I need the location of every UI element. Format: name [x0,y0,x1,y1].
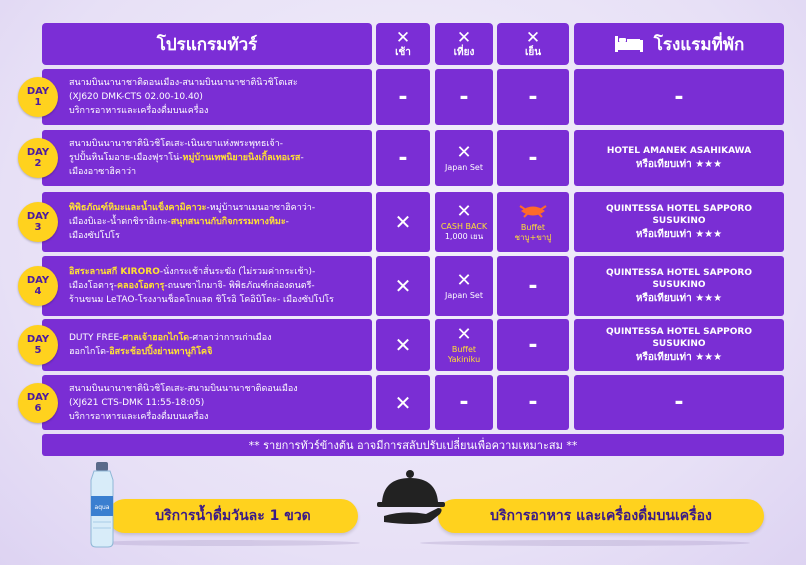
dinner-none: - [528,332,538,358]
day-label: DAY [26,275,50,286]
breakfast-cell [376,375,430,430]
water-service-badge [108,499,358,533]
lunch-text: Japan Set [445,291,483,300]
itinerary-cell [42,192,372,252]
program-text: รูปปั้นหินโมอาย-เมืองฟุราโน่- [69,153,183,163]
dinner-text-2: ชาบู+ขาปู [514,232,552,242]
fork-knife-icon: ✕ [456,270,472,291]
day-number: 5 [34,345,42,356]
dinner-cell [497,256,569,316]
day-label: DAY [26,391,50,403]
dinner-none: - [528,390,538,415]
hotel-cell [574,69,784,125]
header-dinner-label: เย็น [524,47,542,58]
breakfast-none: - [398,84,408,110]
program-text: สนามบินนานาชาติดอนเมือง-สนามบินนานาชาตินิวชิโตเสะ [69,78,298,88]
highlight-text: คลองโอตารุ [117,281,165,291]
lunch-text: Japan Set [445,163,483,172]
header-lunch [435,23,493,65]
program-line [69,265,334,279]
program-text: - [285,217,289,227]
hotel-none: - [674,390,684,415]
lunch-none: - [459,390,469,415]
day-number: 6 [34,402,42,414]
highlight-text: อิสระลานสกี KIRORO [69,267,160,277]
header-program-label: โปรแกรมทัวร์ [156,34,258,55]
program-text: -ศาลาว่าการเก่าเมือง [189,333,272,343]
program-text: -นั่งกระเช้าสั่นระฆัง (ไม่รวมค่ากระเช้า)- [159,267,316,277]
program-text: ร้านขนม LeTAO-โรงงานช็อคโกแลต ชิโรอิ โคอิบิโตะ- เมืองซัปโปโร [69,295,334,305]
program-line [69,137,304,151]
program-text: (XJ620 DMK-CTS 02.00-10.40) [69,92,203,102]
lunch-cell [435,256,493,316]
program-line [69,165,304,179]
dinner-cell [497,375,569,430]
program-line [69,345,272,359]
day-2-badge [18,138,58,178]
breakfast-cell [376,130,430,186]
header-hotel [574,23,784,65]
fork-knife-icon: ✕ [456,201,472,222]
itinerary-cell [42,130,372,186]
itinerary-cell [42,375,372,430]
day-5-badge [18,325,58,365]
header-breakfast [376,23,430,65]
dinner-none: - [528,84,538,110]
lunch-text: CASH BACK [440,222,488,231]
hotel-rating: หรือเทียบเท่า ★★★ [635,293,723,304]
hotel-none: - [674,84,684,110]
header-lunch-label: เที่ยง [453,47,475,58]
day-4-badge [18,266,58,306]
itinerary-note: ** รายการทัวร์ข้างต้น อาจมีการสลับปรับเปลี่ยนเพื่อความเหมาะสม ** [42,434,784,456]
day-label: DAY [26,334,50,345]
program-text: สนามบินนานาชาตินิวชิโตเสะ-สนามบินนานาชาติดอนเมือง [69,383,298,394]
fork-knife-icon: ✕ [394,210,412,234]
day-label: DAY [26,211,50,222]
highlight-text: ศาลเจ้าฮอกไกโด [122,333,190,343]
highlight-text: พิพิธภัณฑ์หิมะและน้ำแข็งคามิคาวะ [69,203,207,213]
program-text: ฮอกไกโด- [69,347,110,357]
breakfast-cell [376,256,430,316]
breakfast-cell [376,192,430,252]
water-bottle-icon [80,462,124,548]
day-number: 1 [34,97,42,108]
hotel-cell [574,256,784,316]
program-text: เมืองโอตารุ- [69,281,118,291]
breakfast-none: - [398,145,408,171]
dinner-text: Buffet [520,222,546,232]
day-1-badge [18,77,58,117]
header-program [42,23,372,65]
day-number: 4 [34,286,42,297]
hotel-cell [574,130,784,186]
hotel-name: QUINTESSA HOTEL SAPPORO [606,268,752,278]
day-number: 3 [34,222,42,233]
dinner-none: - [528,145,538,171]
fork-knife-icon: ✕ [394,390,412,415]
highlight-text: สนุกสนานกับกิจกรรมทางหิมะ [170,217,286,227]
header-breakfast-label: เช้า [395,47,411,58]
day-label: DAY [26,86,50,97]
hotel-rating: หรือเทียบเท่า ★★★ [635,159,723,170]
lunch-text: Buffet [451,345,477,354]
hotel-rating: หรือเทียบเท่า ★★★ [635,352,723,363]
program-text: เมืองบิเอะ-น้ำตกชิราฮิเกะ- [69,217,171,227]
header-dinner [497,23,569,65]
fork-knife-icon: ✕ [394,333,412,357]
fork-knife-icon: ✕ [394,274,412,298]
day-number: 2 [34,158,42,169]
fork-knife-icon: ✕ [456,324,472,345]
itinerary-cell [42,69,372,125]
program-text: เมืองอาซาฮิคาว่า [69,167,137,177]
program-line [69,104,298,118]
dinner-cell [497,69,569,125]
hotel-name: QUINTESSA HOTEL SAPPORO [606,204,752,214]
program-text: สนามบินนานาชาตินิวชิโตเสะ-เนินเขาแห่งพระพุทธเจ้า- [69,139,283,149]
lunch-cell [435,192,493,252]
highlight-text: อิสระช้อปปิ้งย่านทานูกิโคจิ [109,347,213,357]
highlight-text: หมู่บ้านเทพนิยายนิงเกิ้ลเทอเรส [182,153,301,163]
lunch-text-2: 1,000 เยน [444,232,484,241]
lunch-cell [435,375,493,430]
program-text: - [300,153,304,163]
water-service-label: บริการน้ำดื่มวันละ 1 ขวด [155,508,311,524]
crab-icon [518,202,548,223]
lunch-none: - [459,84,469,110]
hotel-cell [574,375,784,430]
day-label: DAY [26,147,50,158]
program-text: บริการอาหารและเครื่องดื่มบนเครื่อง [69,411,209,422]
program-text: เมืองซัปโปโร [69,231,120,241]
day-6-badge [18,383,58,423]
program-text: (XJ621 CTS-DMK 11:55-18:05) [69,397,205,408]
hotel-name: HOTEL AMANEK ASAHIKAWA [606,146,752,156]
program-line [69,229,315,243]
food-cloche-icon [374,468,454,528]
lunch-cell [435,319,493,371]
program-line [69,151,304,165]
svg-text:aqua: aqua [94,504,110,511]
program-line [69,293,334,307]
hotel-name-2: SUSUKINO [652,216,706,226]
hotel-name: QUINTESSA HOTEL SAPPORO [606,327,752,337]
program-text: บริการอาหารและเครื่องดื่มบนเครื่อง [69,106,209,116]
program-line [69,76,298,90]
program-line [69,90,298,104]
dinner-none: - [528,273,538,299]
meal-service-label: บริการอาหาร และเครื่องดื่มบนเครื่อง [490,508,712,524]
program-line [69,396,298,410]
meal-service-badge [438,499,764,533]
itinerary-cell [42,256,372,316]
bed-icon [614,34,644,54]
dinner-cell [497,130,569,186]
fork-knife-icon: ✕ [395,28,411,48]
itinerary-cell [42,319,372,371]
hotel-name-2: SUSUKINO [652,280,706,290]
hotel-rating: หรือเทียบเท่า ★★★ [635,229,723,240]
fork-knife-icon: ✕ [456,142,472,163]
dinner-cell [497,192,569,252]
program-text: -หมู่บ้านราเมนอาซาฮิคาว่า- [206,203,316,213]
program-line [69,382,298,396]
program-line [69,215,315,229]
dinner-cell [497,319,569,371]
program-line [69,201,315,215]
hotel-cell [574,319,784,371]
fork-knife-icon: ✕ [525,28,541,48]
lunch-cell [435,69,493,125]
hotel-name-2: SUSUKINO [652,339,706,349]
breakfast-cell [376,319,430,371]
breakfast-cell [376,69,430,125]
day-3-badge [18,202,58,242]
program-line [69,410,298,424]
program-line [69,331,272,345]
lunch-text-2: Yakiniku [447,355,481,364]
program-text: -ถนนซาไกมาจิ- พิพิธภัณฑ์กล่องดนตรี- [164,281,315,291]
hotel-cell [574,192,784,252]
header-hotel-label: โรงแรมที่พัก [653,34,745,55]
program-text: DUTY FREE- [69,333,123,343]
fork-knife-icon: ✕ [456,28,472,48]
lunch-cell [435,130,493,186]
program-line [69,279,334,293]
